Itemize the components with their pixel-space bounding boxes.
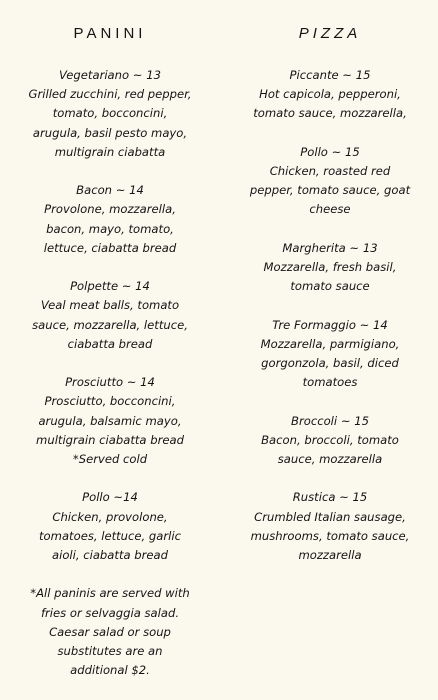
menu-item-polpette	[8, 277, 212, 354]
note-line: substitutes are an	[57, 644, 163, 659]
menu-item-vegetariano	[8, 66, 212, 162]
menu-item-description: Provolone, mozzarella,	[44, 202, 176, 217]
menu-item-title: Tre Formaggio ~ 14	[272, 317, 388, 332]
menu-item-rustica	[228, 488, 432, 565]
menu-item-description: Veal meat balls, tomato	[40, 298, 180, 313]
menu-item-broccoli	[228, 412, 432, 470]
menu-item-description: arugula, basil pesto mayo,	[32, 125, 188, 140]
menu-item-title: Pollo ~14	[82, 490, 138, 505]
menu-item-description: multigrain ciabatta bread	[36, 432, 184, 447]
menu-item-title: Polpette ~ 14	[70, 279, 150, 294]
menu-item-description: aioli, ciabatta bread	[52, 548, 168, 563]
menu-item-bacon	[8, 181, 212, 258]
menu-item-description: tomatoes, lettuce, garlic	[39, 528, 181, 543]
menu-item-title: Vegetariano ~ 13	[59, 68, 161, 82]
menu-item-tre-formaggio	[228, 316, 432, 393]
menu-item-description: Mozzarella, parmigiano,	[260, 336, 400, 351]
menu-item-description: sauce, mozzarella	[277, 452, 383, 466]
menu-item-description: Crumbled Italian sausage,	[254, 509, 406, 524]
menu-item-margherita	[228, 239, 432, 297]
menu-item-description: multigrain ciabatta	[54, 144, 166, 159]
panini-heading: PANINI	[73, 25, 147, 42]
menu-item-description: lettuce, ciabatta bread	[43, 240, 177, 255]
menu-item-title: Pollo ~ 15	[300, 144, 360, 159]
menu-item-prosciutto	[8, 373, 212, 469]
menu-item-description: mushrooms, tomato sauce,	[250, 528, 410, 543]
menu-item-description: Grilled zucchini, red pepper,	[28, 87, 192, 102]
menu-item-description: *Served cold	[72, 452, 148, 467]
panini-serving-note	[8, 584, 212, 680]
menu-item-title: Piccante ~ 15	[289, 68, 371, 82]
note-line: Caesar salad or soup	[49, 624, 171, 639]
menu-item-description: Chicken, roasted red	[269, 164, 391, 178]
menu-item-description: mozzarella	[298, 548, 362, 562]
menu-item-pollo-panini	[8, 488, 212, 565]
menu-item-description: sauce, mozzarella, lettuce,	[32, 317, 188, 332]
panini-column	[8, 22, 212, 680]
menu-item-description: Mozzarella, fresh basil,	[263, 260, 397, 274]
menu-item-description: tomato sauce	[290, 279, 370, 294]
menu-item-description: Hot capicola, pepperoni,	[259, 87, 401, 102]
menu-item-description: gorgonzola, basil, diced	[261, 356, 399, 370]
menu-item-pollo-pizza	[228, 143, 432, 220]
note-line: fries or selvaggia salad.	[40, 605, 180, 620]
menu-item-description: pepper, tomato sauce, goat	[249, 183, 411, 198]
note-line: additional $2.	[70, 663, 150, 678]
pizza-heading: PIZZA	[298, 25, 362, 42]
note-line: *All paninis are served with	[30, 586, 190, 601]
menu-item-description: tomato, bocconcini,	[52, 106, 168, 121]
menu-item-title: Rustica ~ 15	[292, 490, 368, 505]
menu-item-piccante	[228, 66, 432, 124]
menu-item-title: Broccoli ~ 15	[291, 413, 369, 428]
menu-item-description: Prosciutto, bocconcini,	[44, 394, 176, 409]
menu-item-description: ciabatta bread	[67, 336, 153, 351]
menu-item-description: arugula, balsamic mayo,	[38, 413, 182, 428]
menu-item-title: Prosciutto ~ 14	[65, 375, 155, 390]
menu-item-description: tomato sauce, mozzarella,	[253, 106, 407, 121]
menu-item-description: tomatoes	[302, 375, 358, 390]
menu-item-description: bacon, mayo, tomato,	[46, 221, 174, 236]
pizza-column	[228, 22, 432, 584]
menu-item-title: Margherita ~ 13	[282, 240, 378, 255]
menu-item-description: Bacon, broccoli, tomato	[261, 432, 399, 447]
menu-item-description: Chicken, provolone,	[52, 509, 168, 524]
menu-item-title: Bacon ~ 14	[76, 183, 144, 198]
menu-item-description: cheese	[309, 202, 351, 217]
